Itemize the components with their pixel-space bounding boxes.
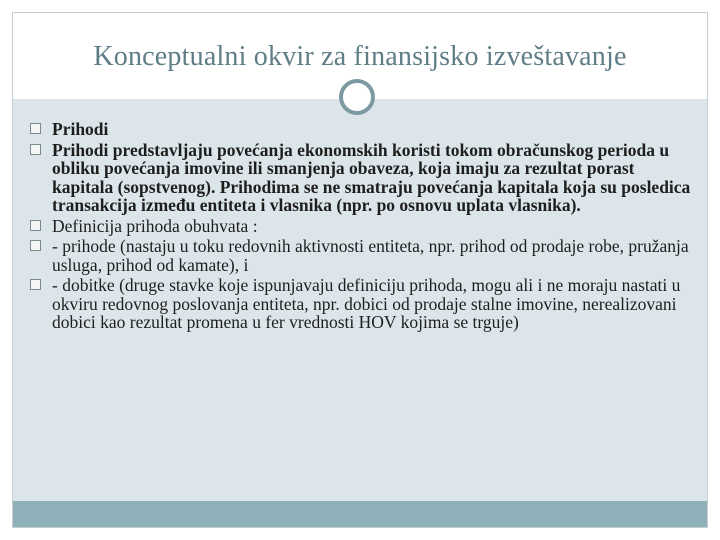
list-item-text: Definicija prihoda obuhvata : <box>52 215 258 236</box>
checkbox-bullet-icon <box>30 240 41 251</box>
list-item <box>26 141 698 215</box>
checkbox-bullet-icon <box>30 220 41 231</box>
list-item-text: - prihode (nastaju u toku redovnih aktivnosti entiteta, npr. prihod od prodaje robe, pružanja usluga, prihod od kamate), i <box>52 236 689 275</box>
list-item <box>26 237 698 274</box>
list-item-text: Prihodi predstavljaju povećanja ekonomskih koristi tokom obračunskog perioda u obliku povećanja imovine ili smanjenja obaveza, koja imaju za rezultat porast kapitala (sopstvenog). Prihodima se ne smatraju povećanja kapitala koja su posledica transakcija između entiteta i vlasnika (npr. po osnovu uplata vlasnika). <box>52 139 691 215</box>
checkbox-bullet-icon <box>30 144 41 155</box>
list-item <box>26 217 698 236</box>
list-item <box>26 276 698 332</box>
checkbox-bullet-icon <box>30 279 41 290</box>
ring-ornament-icon <box>339 79 375 115</box>
list-item <box>26 120 698 139</box>
footer-bar <box>13 501 707 527</box>
list-item-text: Prihodi <box>52 119 109 139</box>
slide-title: Konceptualni okvir za finansijsko izveštavanje <box>93 41 627 72</box>
bullet-list <box>26 120 698 334</box>
checkbox-bullet-icon <box>30 123 41 134</box>
list-item-text: - dobitke (druge stavke koje ispunjavaju definiciju prihoda, mogu ali i ne moraju nastati u okviru redovnog poslovanja entiteta, npr. dobici od prodaje stalne imovine, nerealizovani dobici kao rezultat promena u fer vrednosti HOV kojima se trguje) <box>52 275 681 332</box>
